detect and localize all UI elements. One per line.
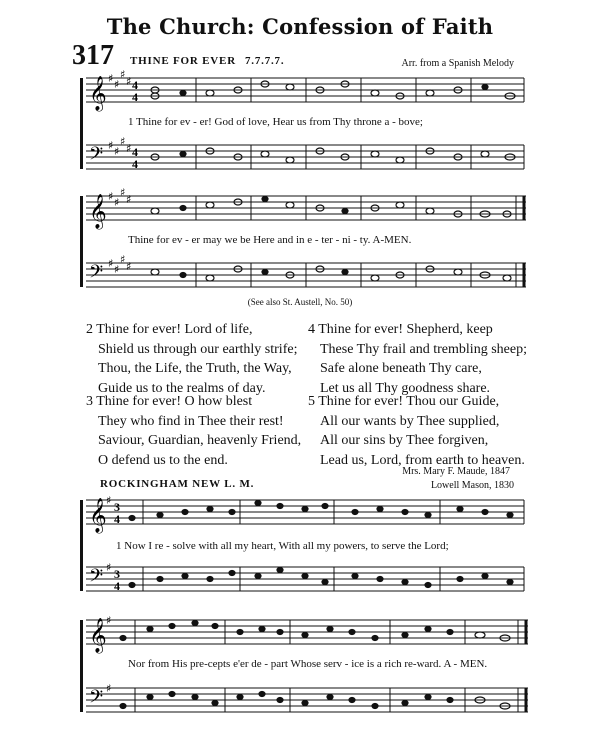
svg-text:♯: ♯	[106, 614, 112, 627]
stanza-line: All our sins by Thee forgiven,	[320, 433, 489, 448]
stanza-line: Shield us through our earthly strife;	[98, 341, 298, 357]
svg-text:♯: ♯	[126, 260, 132, 273]
svg-text:4: 4	[132, 78, 138, 92]
page-title: The Church: Confession of Faith	[106, 14, 494, 39]
stanza-4	[308, 320, 527, 398]
svg-text:♯: ♯	[120, 135, 126, 148]
svg-text:♯: ♯	[126, 75, 132, 88]
stanza-line: O defend us to the end.	[98, 452, 228, 468]
bass-staff	[86, 145, 524, 169]
stanza-line: 4 Thine for ever! Shepherd, keep	[308, 322, 493, 337]
stanza-line: These Thy frail and trembling sheep;	[320, 341, 527, 357]
stanza-line: Guide us to the realms of day.	[98, 380, 266, 396]
svg-text:♯: ♯	[120, 253, 126, 266]
stanza-line: They who find in Thee their rest!	[98, 413, 284, 429]
svg-text:♯: ♯	[126, 142, 132, 155]
author-credit: Mrs. Mary F. Maude, 1847	[402, 466, 510, 477]
svg-text:♯: ♯	[108, 72, 114, 85]
treble-clef: 𝄞	[89, 76, 107, 111]
stanza-5	[308, 392, 525, 470]
music-system-2	[0, 186, 600, 306]
key-signature	[106, 614, 111, 695]
svg-text:4: 4	[132, 90, 138, 104]
svg-text:♯: ♯	[108, 190, 114, 203]
stanza-line: Safe alone beneath Thy care,	[320, 361, 482, 376]
tune2-composer: Lowell Mason, 1830	[430, 480, 514, 491]
see-also-note: (See also St. Austell, No. 50)	[247, 297, 353, 307]
brace	[80, 620, 83, 712]
svg-text:♯: ♯	[106, 561, 112, 574]
music-system-4	[0, 606, 600, 736]
svg-text:♯: ♯	[108, 257, 114, 270]
svg-text:♯: ♯	[120, 186, 126, 199]
svg-text:♯: ♯	[114, 78, 120, 91]
svg-text:♯: ♯	[106, 494, 112, 507]
music-system-1	[0, 68, 600, 188]
stanza-3	[86, 392, 301, 470]
svg-text:♯: ♯	[114, 196, 120, 209]
treble-staff	[86, 620, 528, 644]
tune2-lyrics-line-2: Nor from His pre-cepts e'er de - part Whose serv - ice is a rich re-ward. A - MEN.	[128, 658, 488, 670]
stanza-2	[86, 320, 297, 398]
bass-staff	[86, 688, 528, 712]
stanza-line: Saviour, Guardian, heavenly Friend,	[98, 433, 302, 448]
bass-clef: 𝄢	[89, 687, 104, 712]
brace	[80, 500, 83, 591]
lyrics-line-2: Thine for ev - er may we be Here and in e - ter - ni - ty. A-MEN.	[128, 234, 412, 246]
tune2-title: ROCKINGHAM NEW L. M.	[100, 478, 255, 490]
svg-text:♯: ♯	[126, 193, 132, 206]
stanza-line: Lead us, Lord, from earth to heaven.	[320, 452, 525, 468]
stanza-line: Thou, the Life, the Truth, the Way,	[98, 361, 292, 376]
svg-text:♯: ♯	[106, 682, 112, 695]
bass-clef: 𝄢	[89, 262, 104, 287]
stanza-line: All our wants by Thee supplied,	[320, 413, 500, 429]
bass-clef: 𝄢	[89, 144, 104, 169]
svg-text:3: 3	[114, 500, 120, 514]
svg-text:♯: ♯	[114, 145, 120, 158]
brace	[80, 196, 83, 287]
svg-text:4: 4	[132, 157, 138, 171]
stanza-line: 5 Thine for ever! Thou our Guide,	[308, 394, 500, 409]
arrangement-credit: Arr. from a Spanish Melody	[401, 58, 514, 69]
treble-clef: 𝄞	[89, 618, 107, 653]
stanza-line: 3 Thine for ever! O how blest	[86, 394, 253, 409]
key-signature	[108, 68, 131, 158]
svg-text:♯: ♯	[114, 263, 120, 276]
hymn-number: 317	[72, 40, 114, 71]
brace	[80, 78, 83, 169]
key-signature	[106, 494, 111, 574]
tune2-lyrics-line-1: 1 Now I re - solve with all my heart, With all my powers, to serve the Lord;	[116, 540, 449, 552]
stanza-line: Let us all Thy goodness share.	[320, 380, 491, 396]
lyrics-line-1: 1 Thine for ev - er! God of love, Hear us from Thy throne a - bove;	[128, 116, 423, 128]
tune-meter: 7.7.7.7.	[245, 55, 285, 67]
svg-text:4: 4	[132, 145, 138, 159]
svg-text:♯: ♯	[108, 139, 114, 152]
svg-text:♯: ♯	[120, 68, 126, 81]
tune-title: THINE FOR EVER	[130, 55, 236, 67]
svg-text:4: 4	[114, 579, 120, 593]
svg-text:4: 4	[114, 512, 120, 526]
stanza-line: 2 Thine for ever! Lord of life,	[86, 322, 253, 337]
treble-clef: 𝄞	[89, 498, 107, 533]
treble-clef: 𝄞	[89, 194, 107, 229]
svg-text:3: 3	[114, 567, 120, 581]
key-signature	[108, 186, 131, 276]
bass-clef: 𝄢	[89, 566, 104, 591]
